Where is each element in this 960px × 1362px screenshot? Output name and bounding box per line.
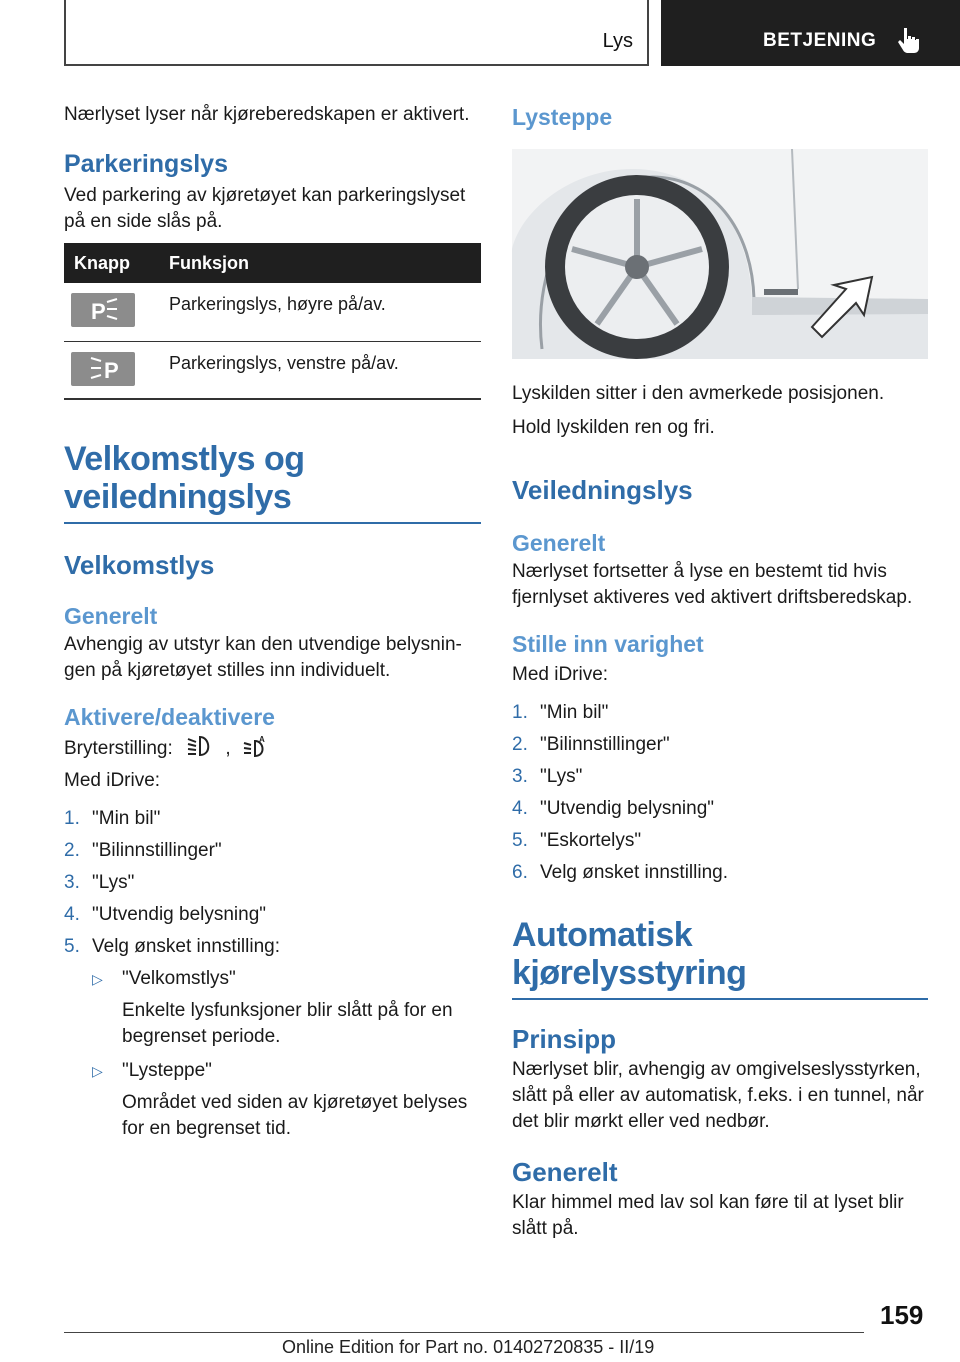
switch-separator: ,: [225, 738, 231, 759]
list-item: [512, 764, 928, 790]
svg-text:P: P: [91, 299, 106, 324]
list-item: [64, 934, 481, 1142]
prinsipp-text: Nærlyset blir, avhengig av omgivelseslysstyrken, slått på eller av automatisk, f.eks. i en tunnel, når det blir mørkt eller ved nedbør.: [512, 1059, 924, 1132]
list-item: [512, 796, 928, 822]
velkomstlys-generelt-heading: Generelt: [64, 603, 158, 629]
list-item: [64, 806, 481, 832]
table-header-row: [64, 243, 481, 283]
auto-light-icon: [242, 735, 270, 757]
svg-text:P: P: [104, 357, 119, 383]
header-chapter-box: [64, 0, 649, 66]
velkomstlys-heading: Velkomstlys: [64, 550, 215, 580]
prinsipp-heading: Prinsipp: [512, 1024, 617, 1054]
list-item: [512, 700, 928, 726]
table-cell-function: Parkeringslys, venstre på/av.: [169, 341, 481, 399]
list-item: [512, 732, 928, 758]
car-wheel-illustration: [512, 149, 928, 359]
option-title: "Velkomstlys": [122, 968, 236, 989]
option-title: "Lysteppe": [122, 1060, 212, 1081]
step-text: Velg ønsket innstilling.: [540, 862, 728, 883]
step-number: 1.: [512, 702, 528, 723]
step-text: "Min bil": [92, 808, 161, 829]
table-cell-button: [64, 341, 169, 399]
generelt-heading: Generelt: [512, 1157, 618, 1187]
step-text: "Lys": [540, 766, 583, 787]
list-item: [512, 828, 928, 854]
aktivere-heading: Aktivere/deaktivere: [64, 704, 275, 730]
list-item: [64, 870, 481, 896]
step-number: 5.: [512, 830, 528, 851]
low-beam-icon: [186, 735, 214, 757]
step-number: 3.: [512, 766, 528, 787]
triangle-bullet-icon: ▷: [92, 971, 103, 987]
chapter-title: Lys: [602, 30, 633, 52]
velkomstlys-generelt-text: Avhengig av utstyr kan den utvendige belysningen på kjøretøyet stilles inn individuelt.: [64, 634, 462, 681]
page-number: 159: [880, 1300, 924, 1330]
step-number: 1.: [64, 808, 80, 829]
table-row: [64, 341, 481, 399]
triangle-bullet-icon: ▷: [92, 1063, 103, 1079]
table-row: [64, 283, 481, 341]
footer-edition: [282, 1337, 654, 1358]
step-number: 2.: [512, 734, 528, 755]
parkeringslys-text: Ved parkering av kjøretøyet kan parkeringslyset på en side slås på.: [64, 185, 466, 232]
step-text: "Utvendig belysning": [540, 798, 715, 819]
list-item: [92, 966, 481, 1050]
step-text: "Utvendig belysning": [92, 904, 267, 925]
parkeringslys-heading: Parkeringslys: [64, 150, 228, 178]
option-description: Enkelte lysfunksjoner blir slått på for en begrenset periode.: [122, 1000, 453, 1047]
intro-text: Nærlyset lyser når kjøreberedskapen er aktivert.: [64, 104, 470, 125]
table-cell-button: [64, 283, 169, 341]
step-text: "Bilinnstillinger": [540, 734, 670, 755]
veiledningslys-heading: Veiledningslys: [512, 475, 693, 505]
option-description: Området ved siden av kjøretøyet belyses for en begrenset tid.: [122, 1092, 468, 1139]
step-number: 4.: [512, 798, 528, 819]
generelt-text: Klar himmel med lav sol kan føre til at lyset blir slått på.: [512, 1192, 904, 1239]
parking-light-table: [64, 243, 481, 400]
auto-light-major-heading: Automatisk kjørelysstyring: [512, 916, 928, 1000]
setting-options: [92, 966, 481, 1142]
footer-divider: [64, 1332, 864, 1333]
idrive-label-right: Med iDrive:: [512, 664, 609, 685]
lysteppe-caption-1: Lyskilden sitter i den avmerkede posisjonen.: [512, 383, 885, 404]
header-section-band: [661, 0, 960, 66]
welcome-light-steps: [64, 806, 481, 1142]
step-text: "Bilinnstillinger": [92, 840, 222, 861]
switch-position-line: [64, 735, 481, 762]
step-text: "Min bil": [540, 702, 609, 723]
veiledningslys-generelt-heading: Generelt: [512, 530, 606, 556]
list-item: [92, 1058, 481, 1142]
step-text: Velg ønsket innstilling:: [92, 936, 280, 957]
varighet-heading: Stille inn varighet: [512, 631, 704, 657]
switch-position-label: Bryterstilling:: [64, 738, 173, 759]
velkomstlys-major-heading: Velkomstlys og veiledningslys: [64, 440, 481, 524]
step-text: "Lys": [92, 872, 135, 893]
parking-light-right-icon: [71, 293, 135, 327]
list-item: [512, 860, 928, 886]
right-column: [512, 100, 928, 1242]
lysteppe-heading: Lysteppe: [512, 104, 613, 130]
step-number: 5.: [64, 936, 80, 957]
parking-light-left-icon: [71, 352, 135, 386]
parking-light-right-button[interactable]: [71, 293, 135, 327]
table-cell-function: Parkeringslys, høyre på/av.: [169, 283, 481, 341]
parking-light-left-button[interactable]: [71, 352, 135, 386]
step-text: "Eskortelys": [540, 830, 642, 851]
step-number: 6.: [512, 862, 528, 883]
lysteppe-caption-2: Hold lyskilden ren og fri.: [512, 417, 715, 438]
list-item: [64, 902, 481, 928]
svg-text:A: A: [258, 735, 265, 744]
car-wheel-drawing: [512, 149, 928, 359]
footer-edition-text: Online Edition for Part no. 01402720835 - II/19: [282, 1337, 655, 1357]
step-number: 3.: [64, 872, 80, 893]
escort-light-steps: [512, 700, 928, 886]
list-item: [64, 838, 481, 864]
section-label: BETJENING: [763, 30, 877, 51]
pointing-hand-icon: [897, 26, 921, 54]
left-column: [64, 100, 481, 1150]
table-header-function: Funksjon: [169, 243, 481, 283]
step-number: 4.: [64, 904, 80, 925]
veiledningslys-generelt-text: Nærlyset fortsetter å lyse en bestemt tid hvis fjernlyset aktiveres ved aktivert driftsberedskap.: [512, 561, 913, 608]
table-header-button: Knapp: [64, 243, 169, 283]
step-number: 2.: [64, 840, 80, 861]
idrive-label: Med iDrive:: [64, 770, 161, 791]
